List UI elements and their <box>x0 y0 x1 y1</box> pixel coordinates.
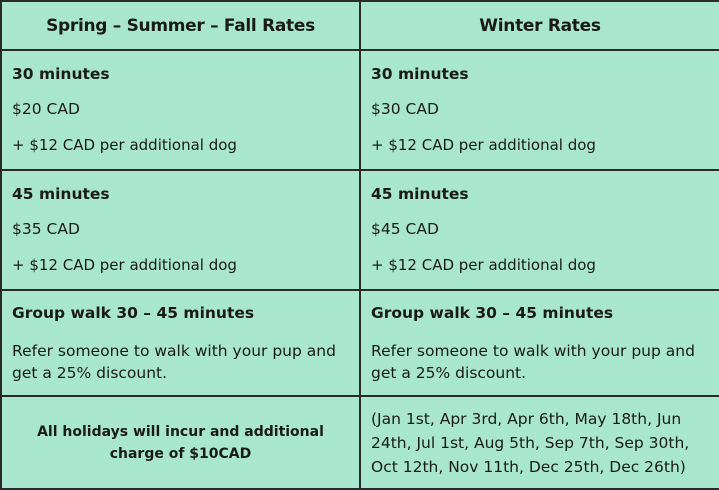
seasonal-group-cell <box>1 290 360 396</box>
header-row <box>1 1 719 50</box>
holiday-dates-cell <box>360 396 719 489</box>
rate-price: $35 CAD <box>12 220 80 239</box>
row-45-minutes <box>1 170 719 290</box>
holiday-dates: (Jan 1st, Apr 3rd, Apr 6th, May 18th, Jun 24th, Jul 1st, Aug 5th, Sep 7th, Sep 30th, Oct 12th, Nov 11th, Dec 25th, Dec 26th) <box>371 410 690 477</box>
rate-extra: + $12 CAD per additional dog <box>12 256 237 275</box>
row-group-walk <box>1 290 719 396</box>
rate-extra: + $12 CAD per additional dog <box>371 256 596 275</box>
rate-title: 45 minutes <box>12 185 110 204</box>
group-title: Group walk 30 – 45 minutes <box>12 304 255 323</box>
rate-price: $45 CAD <box>371 220 439 239</box>
rate-extra: + $12 CAD per additional dog <box>12 136 237 155</box>
seasonal-45-cell <box>1 170 360 290</box>
seasonal-30-cell <box>1 50 360 170</box>
holiday-charge-note: All holidays will incur and additional charge of $10CAD <box>1 396 360 489</box>
winter-45-cell <box>360 170 719 290</box>
rate-extra: + $12 CAD per additional dog <box>371 136 596 155</box>
rate-title: 30 minutes <box>12 65 110 84</box>
winter-30-cell <box>360 50 719 170</box>
header-winter-rates: Winter Rates <box>360 1 719 50</box>
group-description: Refer someone to walk with your pup and get a 25% discount. <box>12 342 336 383</box>
rate-price: $20 CAD <box>12 100 80 119</box>
rate-title: 30 minutes <box>371 65 469 84</box>
row-30-minutes <box>1 50 719 170</box>
rate-price: $30 CAD <box>371 100 439 119</box>
header-seasonal-rates: Spring – Summer – Fall Rates <box>1 1 360 50</box>
group-description: Refer someone to walk with your pup and get a 25% discount. <box>371 342 695 383</box>
group-title: Group walk 30 – 45 minutes <box>371 304 614 323</box>
row-holidays <box>1 396 719 489</box>
winter-group-cell <box>360 290 719 396</box>
rate-title: 45 minutes <box>371 185 469 204</box>
